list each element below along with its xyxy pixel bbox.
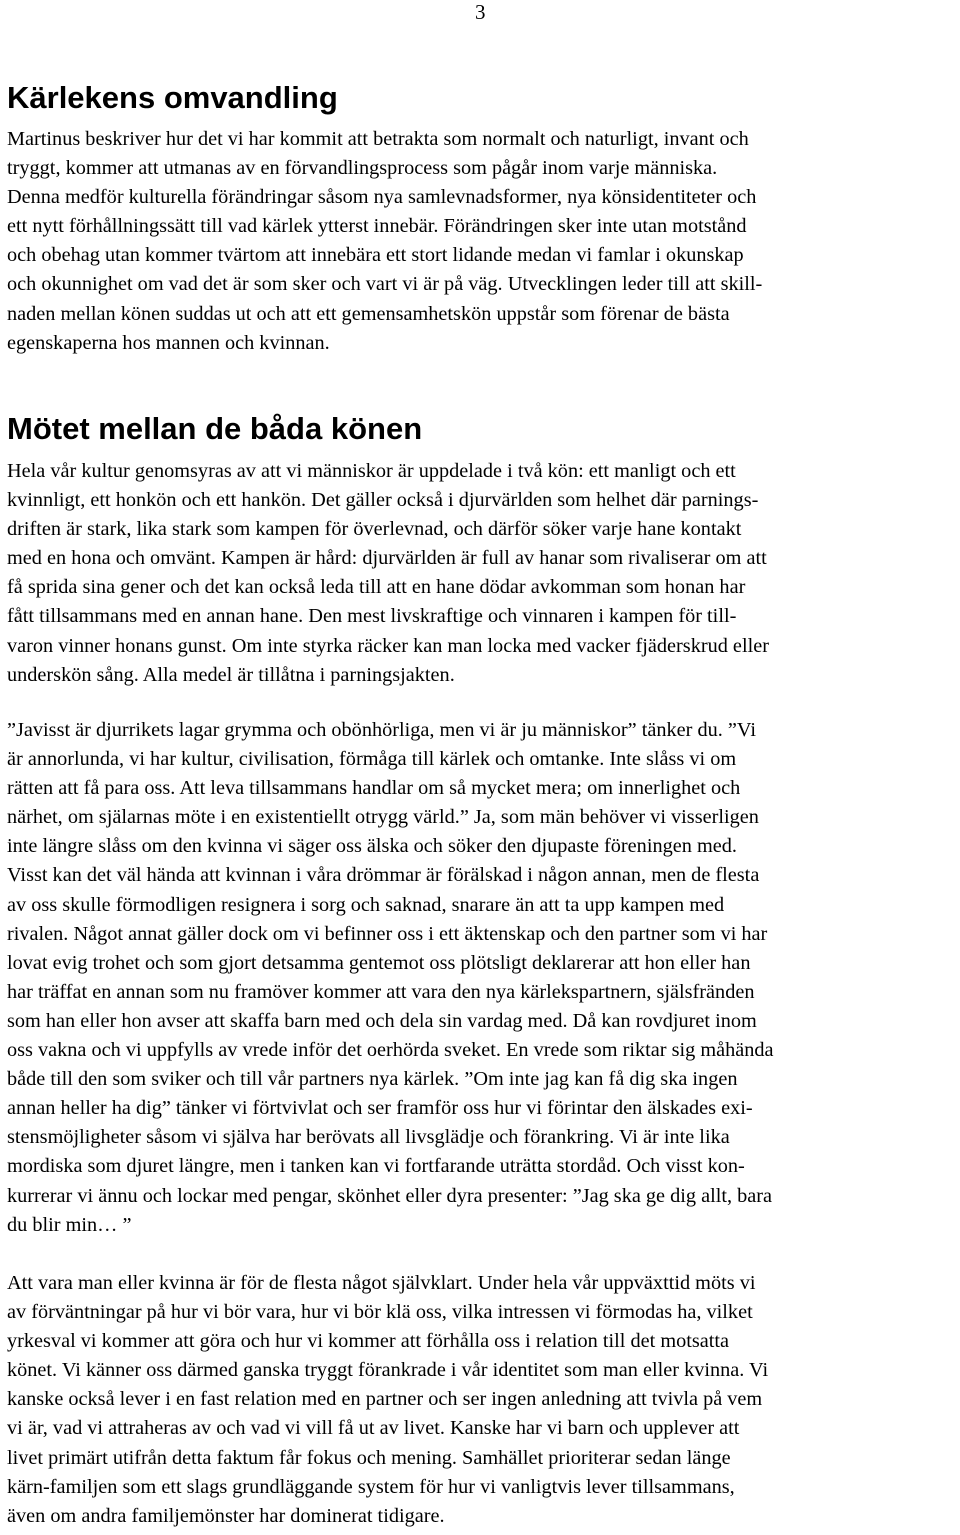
- text-line: fått tillsammans med en annan hane. Den mest livskraftige och vinnaren i kampen för till-: [7, 605, 737, 628]
- text-line: kurrerar vi ännu och lockar med pengar, skönhet eller dyra presenter: ”Jag ska ge dig allt, bara: [7, 1184, 773, 1207]
- text-line: tryggt, kommer att utmanas av en förvandlingsprocess som pågår inom varje människa.: [7, 157, 718, 180]
- text-line: och okunnighet om vad det är som sker och vart vi är på väg. Utvecklingen leder till att skill-: [7, 273, 763, 296]
- text-line: varon vinner honans gunst. Om inte styrka räcker kan man locka med vacker fjäderskrud eller: [7, 634, 769, 657]
- text-line: annan heller ha dig” tänker vi förtvivlat och ser framför oss hur vi förintar den älskades exi-: [7, 1097, 753, 1120]
- text-line: och obehag utan kommer tvärtom att innebära ett stort lidande medan vi famlar i okunskap: [7, 244, 744, 267]
- text-line: livet primärt utifrån detta faktum får fokus och mening. Samhället prioriterar sedan länge: [7, 1446, 731, 1469]
- text-line: Visst kan det väl hända att kvinnan i våra drömmar är förälskad i någon annan, men de flesta: [7, 864, 760, 887]
- text-line: rätten att få para oss. Att leva tillsammans handlar om så mycket mera; om innerlighet och: [7, 777, 741, 800]
- text-line: naden mellan könen suddas ut och att ett gemensamhetskön uppstår som förenar de bästa: [7, 302, 730, 325]
- text-line: både till den som sviker och till vår partners nya kärlek. ”Om inte jag kan få dig ska ingen: [7, 1068, 738, 1091]
- text-line: lovat evig trohet och som gjort detsamma gentemot oss plötsligt deklarerar att hon eller han: [7, 951, 751, 974]
- paragraph-4: [7, 1269, 957, 1531]
- text-line: kärn-familjen som ett slags grundläggande system för hur vi vanligtvis lever tillsammans,: [7, 1475, 735, 1498]
- paragraph-3: [7, 716, 957, 1240]
- page-number: 3: [475, 0, 486, 24]
- text-line: Att vara man eller kvinna är för de flesta något självklart. Under hela vår uppväxttid möts vi: [7, 1272, 756, 1294]
- text-line: ”Javisst är djurrikets lagar grymma och obönhörliga, men vi är ju människor” tänker du. ”Vi: [7, 719, 756, 741]
- text-line: driften är stark, lika stark som kampen för överlevnad, och därför söker varje hane kontakt: [7, 518, 742, 541]
- text-line: av förväntningar på hur vi bör vara, hur vi bör klä oss, vilka intressen vi förmodas ha, vilket: [7, 1301, 753, 1324]
- text-line: ett nytt förhållningssätt till vad kärlek ytterst innebär. Förändringen sker inte utan motstånd: [7, 215, 747, 238]
- text-line: Martinus beskriver hur det vi har kommit att betrakta som normalt och naturligt, invant och: [7, 128, 749, 150]
- text-line: könet. Vi känner oss därmed ganska tryggt förankrade i vår identitet som man eller kvinna. Vi: [7, 1359, 769, 1382]
- text-line: Hela vår kultur genomsyras av att vi människor är uppdelade i två kön: ett manligt och ett: [7, 460, 736, 482]
- text-line: oss vakna och vi uppfylls av vrede inför det oerhörda sveket. En vrede som riktar sig måhända: [7, 1039, 774, 1062]
- text-line: kanske också lever i en fast relation med en partner och ser ingen anledning att tvivla på vem: [7, 1388, 763, 1411]
- text-line: egenskaperna hos mannen och kvinnan.: [7, 331, 330, 354]
- text-line: få sprida sina gener och det kan också leda till att en hane dödar avkomman som honan har: [7, 576, 746, 599]
- text-line: närhet, om själarnas möte i en existentiellt otrygg värld.” Ja, som män behöver vi visserligen: [7, 806, 759, 829]
- section-heading-karlekens-omvandling: Kärlekens omvandling: [7, 80, 338, 115]
- text-line: av oss skulle förmodligen resignera i sorg och saknad, snarare än att ta upp kampen med: [7, 893, 725, 916]
- text-line: kvinnligt, ett honkön och ett hankön. Det gäller också i djurvärlden som helhet där parnings-: [7, 489, 759, 512]
- text-line: även om andra familjemönster har dominerat tidigare.: [7, 1504, 445, 1527]
- section-heading-motet-mellan-de-bada-konen: Mötet mellan de båda könen: [7, 411, 423, 446]
- text-line: underskön sång. Alla medel är tillåtna i parningsjakten.: [7, 663, 455, 686]
- text-line: har träffat en annan som nu framöver kommer att vara den nya kärlekspartnern, själsfränden: [7, 980, 755, 1003]
- text-line: med en hona och omvänt. Kampen är hård: djurvärlden är full av hanar som rivaliserar om att: [7, 547, 767, 570]
- paragraph-1: [7, 125, 957, 358]
- text-line: vi är, vad vi attraheras av och vad vi vill få ut av livet. Kanske har vi barn och upplever att: [7, 1417, 740, 1440]
- text-line: är annorlunda, vi har kultur, civilisation, förmåga till kärlek och omtanke. Inte slåss vi om: [7, 748, 737, 771]
- text-line: rivalen. Något annat gäller dock om vi befinner oss i ett äktenskap och den partner som vi har: [7, 922, 768, 945]
- text-line: du blir min… ”: [7, 1213, 132, 1236]
- text-line: inte längre slåss om den kvinna vi säger oss älska och söker den djupaste föreningen med.: [7, 835, 737, 858]
- text-line: stensmöjligheter såsom vi själva har berövats all livsglädje och förankring. Vi är inte lika: [7, 1126, 730, 1149]
- text-line: som han eller hon avser att skaffa barn med och dela sin vardag med. Då kan rovdjuret inom: [7, 1009, 757, 1032]
- text-line: Denna medför kulturella förändringar såsom nya samlevnadsformer, nya könsidentiteter och: [7, 186, 757, 209]
- paragraph-2: [7, 457, 957, 690]
- text-line: mordiska som djuret längre, men i tanken kan vi fortfarande uträtta stordåd. Och visst kon-: [7, 1155, 745, 1178]
- text-line: yrkesval vi kommer att göra och hur vi kommer att förhålla oss i relation till det motsatta: [7, 1330, 730, 1353]
